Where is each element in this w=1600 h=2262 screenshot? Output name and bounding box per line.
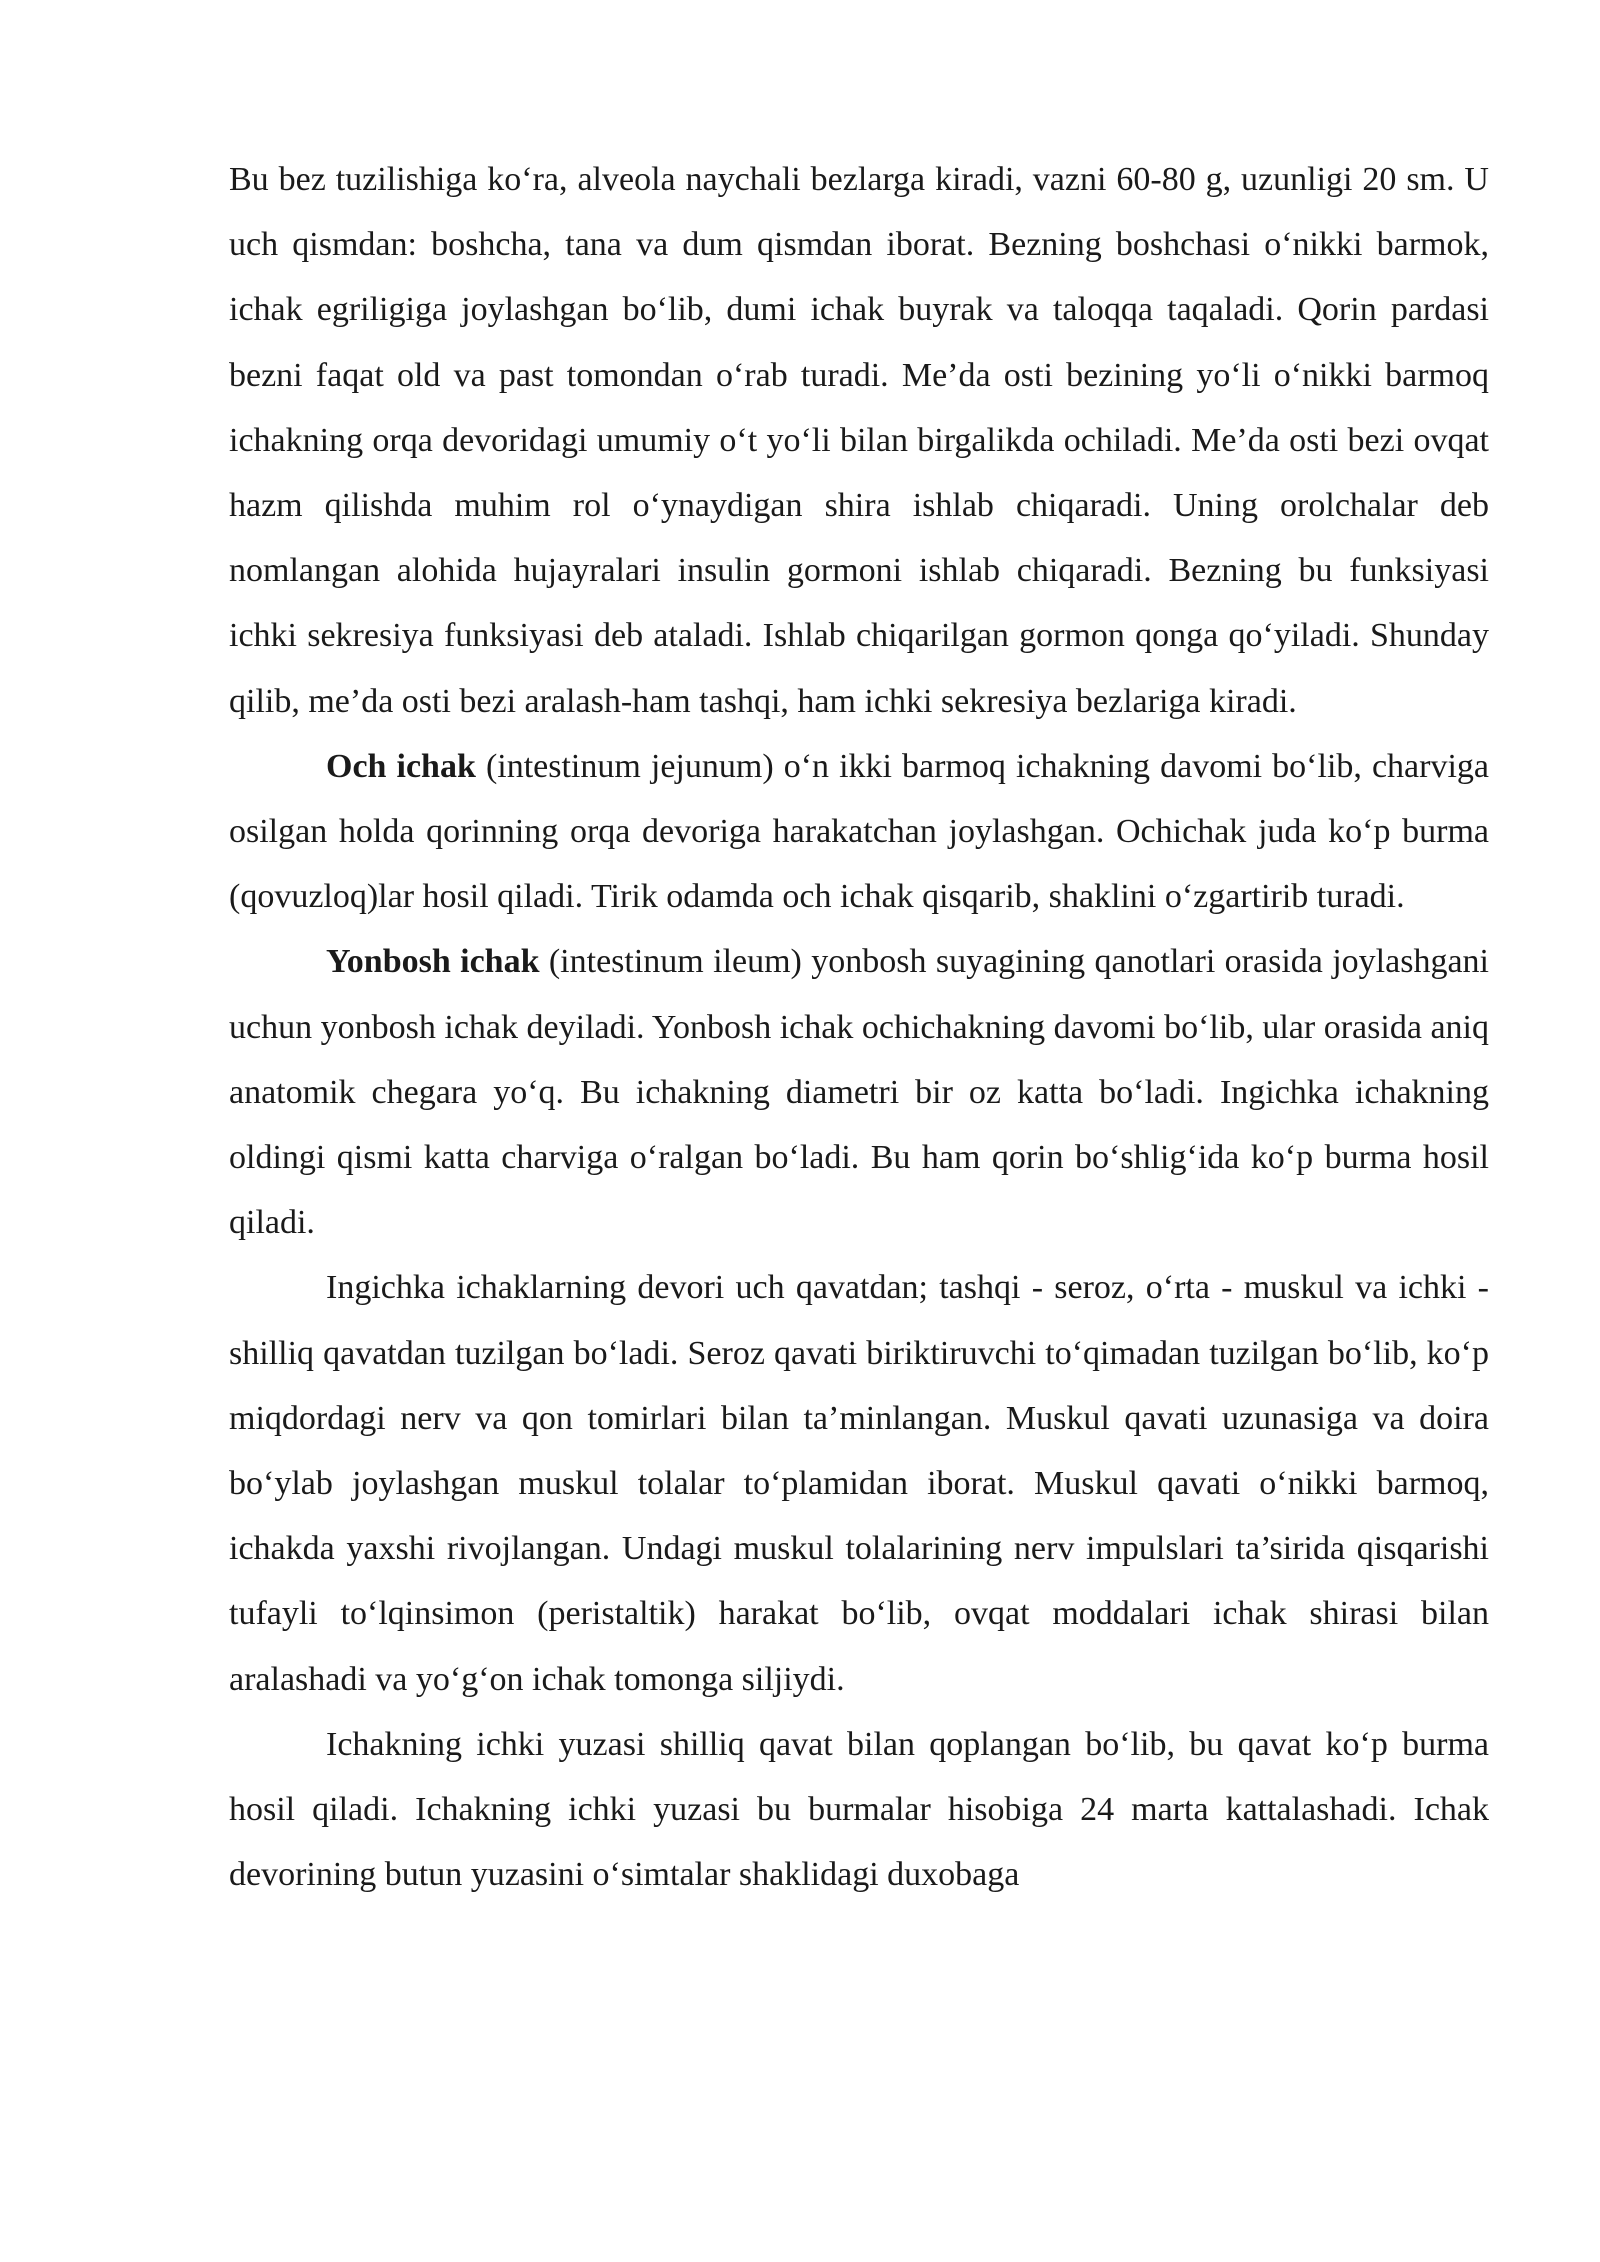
paragraph-text: Ingichka ichaklarning devori uch qavatdan; tashqi - seroz, o‘rta - muskul va ichki - shilliq qavatdan tuzilgan bo‘ladi. Seroz qavati biriktiruvchi to‘qimadan tuzilgan bo‘lib, ko‘p miqdordagi nerv va qon tomirlari bilan ta’minlangan. Muskul qavati uzunasiga va doira bo‘ylab joylashgan muskul tolalar to‘plamidan iborat. Muskul qavati o‘nikki barmoq, ichakda yaxshi rivojlangan. Undagi muskul tolalarining nerv impulslari ta’sirida qisqarishi tufayli to‘lqinsimon (peristaltik) harakat bo‘lib, ovqat moddalari ichak shirasi bilan aralashadi va yo‘g‘on ichak tomonga siljiydi. (229, 1269, 1489, 1698)
paragraph-text: Ichakning ichki yuzasi shilliq qavat bilan qoplangan bo‘lib, bu qavat ko‘p burma hosil qiladi. Ichakning ichki yuzasi bu burmalar hisobiga 24 marta kattalashadi. Ichak devorining butun yuzasini o‘simtalar shaklidagi duxobaga (229, 1725, 1489, 1894)
document-page (229, 147, 1489, 1907)
paragraph-text: (intestinum ileum) yonbosh suyagining qanotlari orasida joylashgani uchun yonbosh ichak deyiladi. Yonbosh ichak ochichakning davomi bo‘lib, ular orasida aniq anatomik chegara yo‘q. Bu ichakning diametri bir oz katta bo‘ladi. Ingichka ichakning oldingi qismi katta charviga o‘ralgan bo‘ladi. Bu ham qorin bo‘shlig‘ida ko‘p burma hosil qiladi. (229, 943, 1489, 1242)
paragraph-pancreas (229, 147, 1489, 734)
paragraph-ileum (229, 929, 1489, 1255)
term-yonbosh-ichak: Yonbosh ichak (326, 943, 540, 981)
paragraph-text: (intestinum jejunum) o‘n ikki barmoq ichakning davomi bo‘lib, charviga osilgan holda qorinning orqa devoriga harakatchan joylashgan. Ochichak juda ko‘p burma (qovuzloq)lar hosil qiladi. Tirik odamda och ichak qisqarib, shaklini o‘zgartirib turadi. (229, 747, 1489, 916)
paragraph-text: Bu bez tuzilishiga ko‘ra, alveola naychali bezlarga kiradi, vazni 60-80 g, uzunligi 20 sm. U uch qismdan: boshcha, tana va dum qismdan iborat. Bezning boshchasi o‘nikki barmok, ichak egriligiga joylashgan bo‘lib, dumi ichak buyrak va taloqqa taqaladi. Qorin pardasi bezni faqat old va past tomondan o‘rab turadi. Me’da osti bezining yo‘li o‘nikki barmoq ichakning orqa devoridagi umumiy o‘t yo‘li bilan birgalikda ochiladi. Me’da osti bezi ovqat hazm qilishda muhim rol o‘ynaydigan shira ishlab chiqaradi. Uning orolchalar deb nomlangan alohida hujayralari insulin gormoni ishlab chiqaradi. Bezning bu funksiyasi ichki sekresiya funksiyasi deb ataladi. Ishlab chiqarilgan gormon qonga qo‘yiladi. Shunday qilib, me’da osti bezi aralash-ham tashqi, ham ichki sekresiya bezlariga kiradi. (229, 161, 1489, 720)
paragraph-intestinal-wall (229, 1255, 1489, 1711)
paragraph-inner-surface (229, 1712, 1489, 1908)
paragraph-jejunum (229, 734, 1489, 930)
term-och-ichak: Och ichak (326, 747, 476, 785)
